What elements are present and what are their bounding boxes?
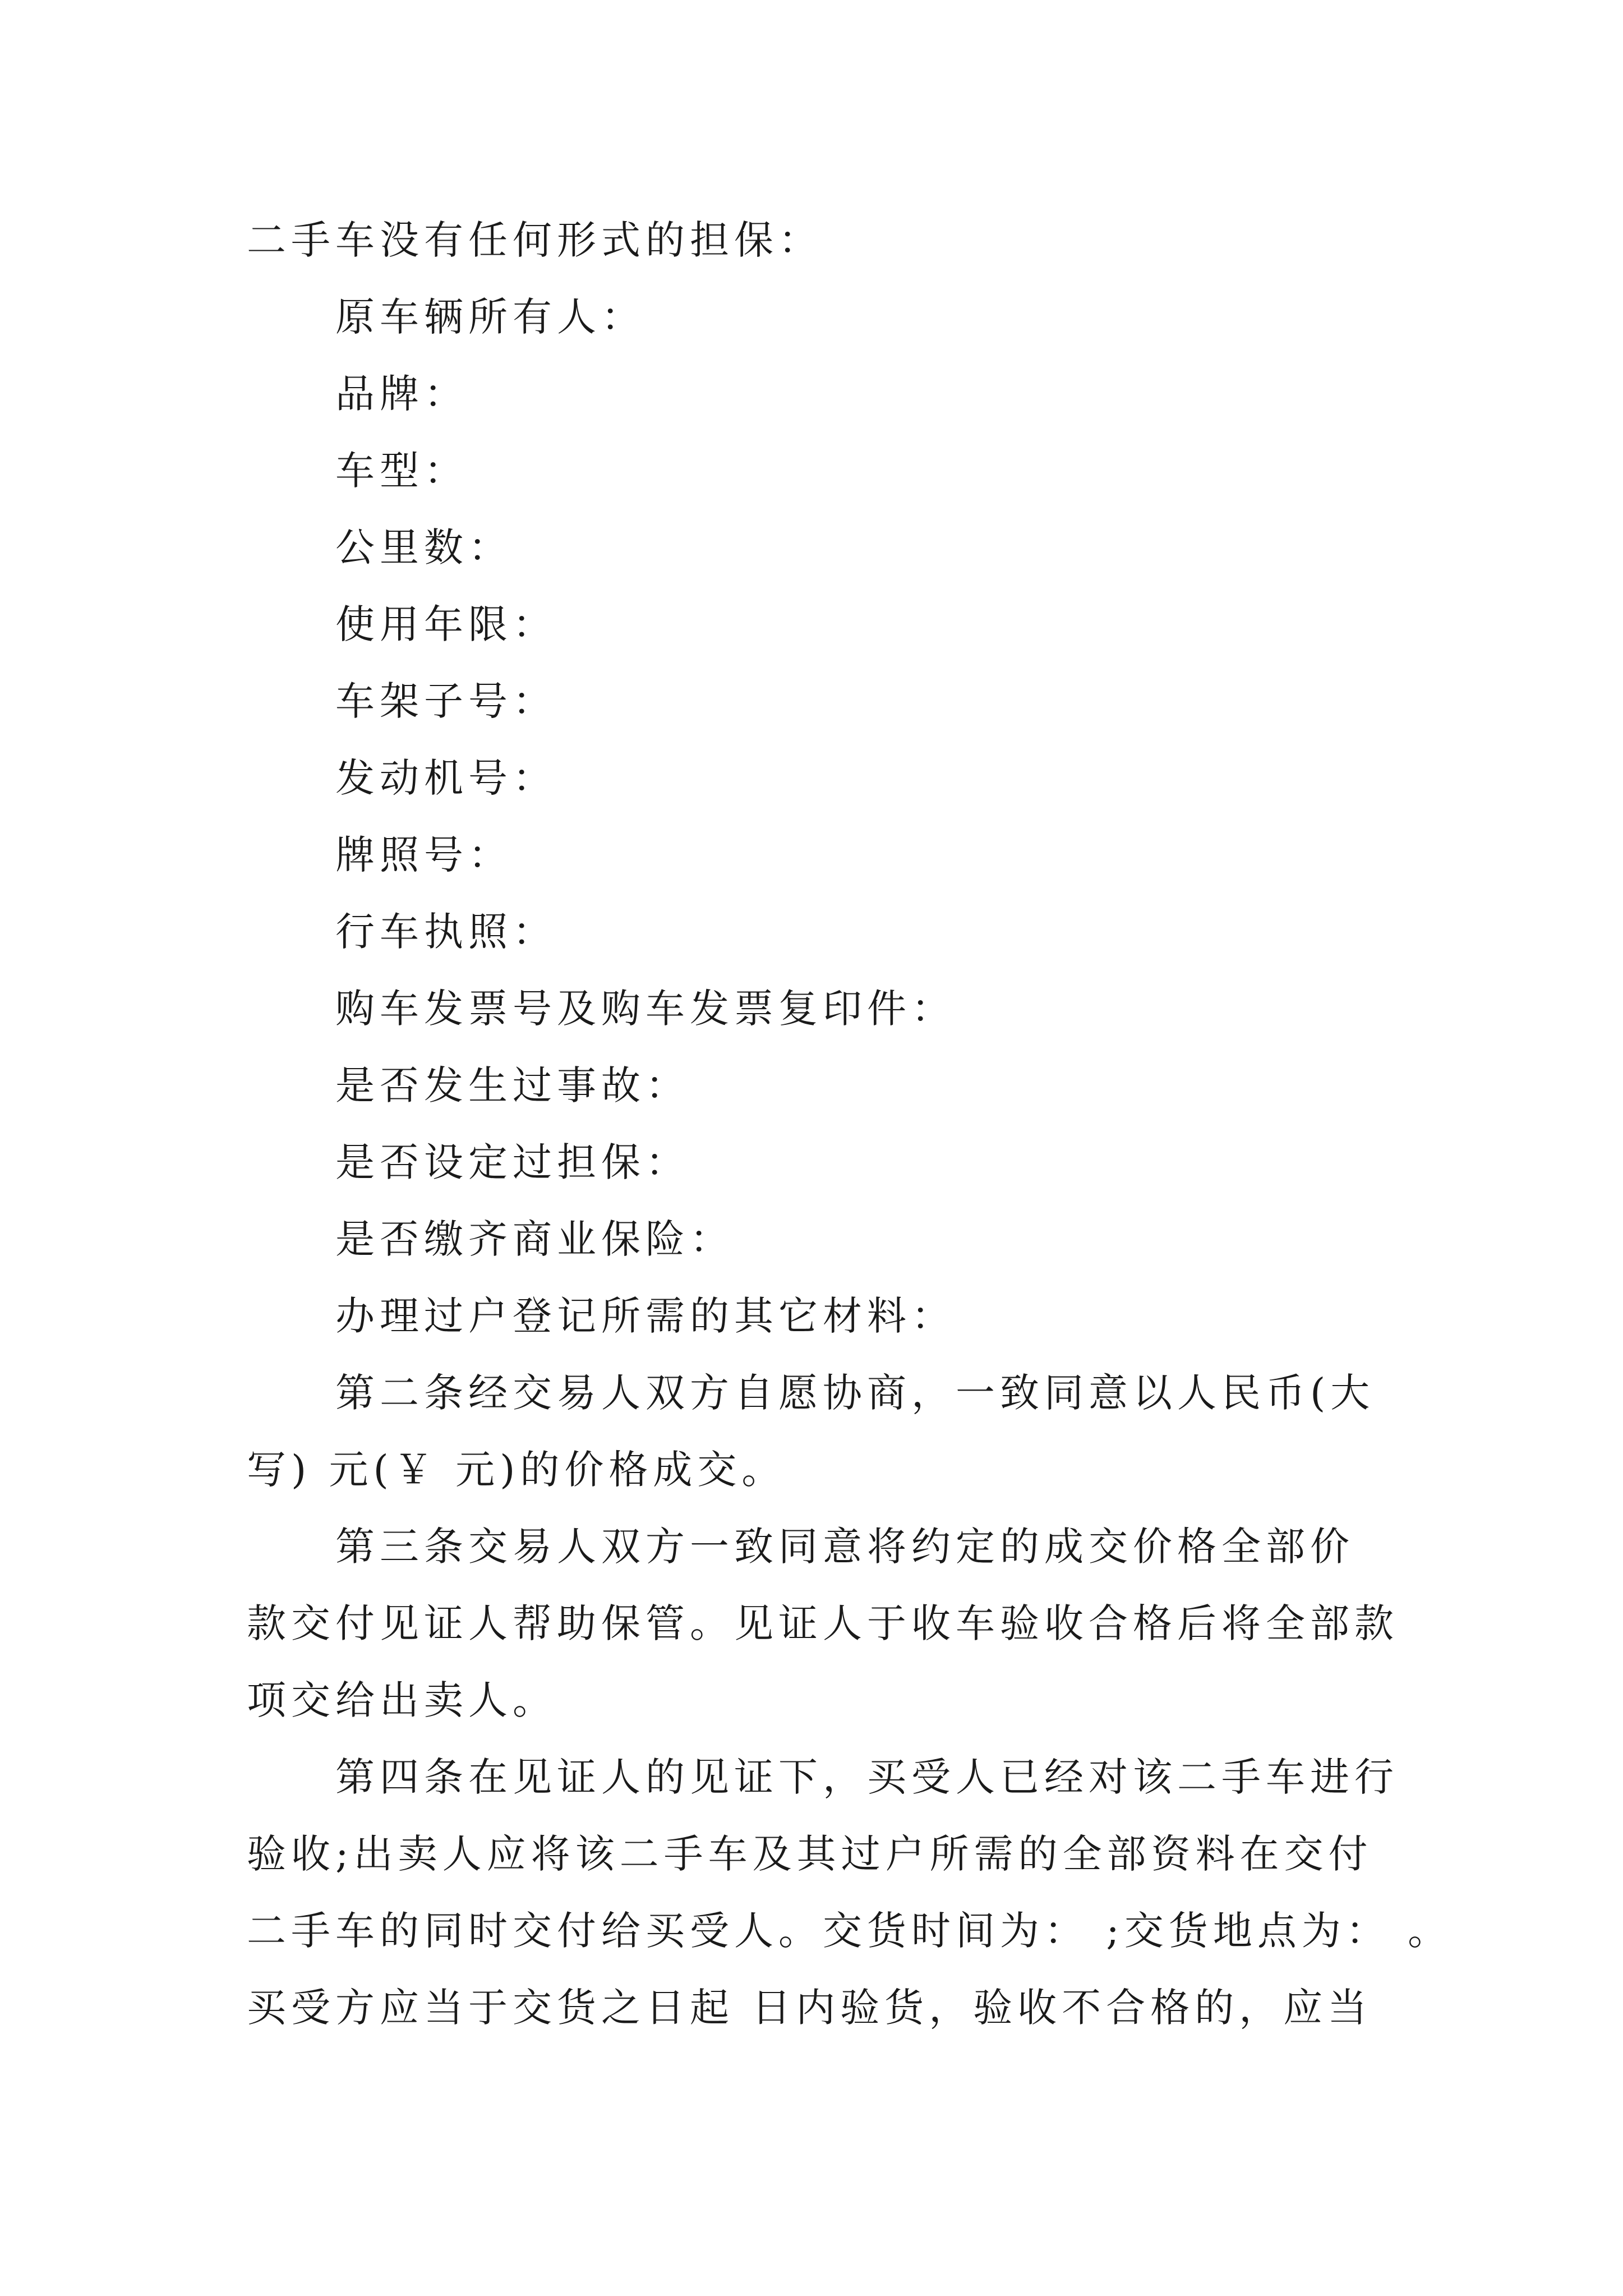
text-line: 二手车没有任何形式的担保：	[247, 217, 823, 263]
text-line: 二手车的同时交付给买受人。交货时间为： ;交货地点为： 。	[247, 1908, 1453, 1954]
text-line: 使用年限：	[335, 601, 557, 647]
text-line: 写) 元(￥ 元)的价格成交。	[247, 1447, 786, 1493]
text-line: 是否设定过担保：	[335, 1139, 690, 1185]
text-line: 车型：	[335, 448, 468, 494]
text-line: 第四条在见证人的见证下，买受人已经对该二手车进行	[335, 1754, 1399, 1800]
text-line: 发动机号：	[335, 755, 557, 801]
text-line: 验收;出卖人应将该二手车及其过户所需的全部资料在交付	[247, 1831, 1373, 1877]
document-body	[247, 202, 1453, 2046]
text-line: 是否发生过事故：	[335, 1062, 690, 1108]
text-line: 公里数：	[335, 524, 513, 570]
text-line: 第二条经交易人双方自愿协商，一致同意以人民币(大	[335, 1370, 1375, 1416]
text-line: 车架子号：	[335, 678, 557, 724]
text-line: 行车执照：	[335, 909, 557, 955]
text-line: 原车辆所有人：	[335, 294, 645, 340]
text-line: 买受方应当于交货之日起 日内验货，验收不合格的，应当	[247, 1985, 1372, 2031]
text-line: 购车发票号及购车发票复印件：	[335, 986, 956, 1032]
text-line: 第三条交易人双方一致同意将约定的成交价格全部价	[335, 1524, 1354, 1570]
text-line: 项交给出卖人。	[247, 1677, 557, 1723]
text-line: 办理过户登记所需的其它材料：	[335, 1293, 956, 1339]
text-line: 是否缴齐商业保险：	[335, 1216, 734, 1262]
text-line: 款交付见证人帮助保管。见证人于收车验收合格后将全部款	[247, 1600, 1399, 1646]
text-line: 品牌：	[335, 371, 468, 417]
text-line: 牌照号：	[335, 832, 513, 878]
